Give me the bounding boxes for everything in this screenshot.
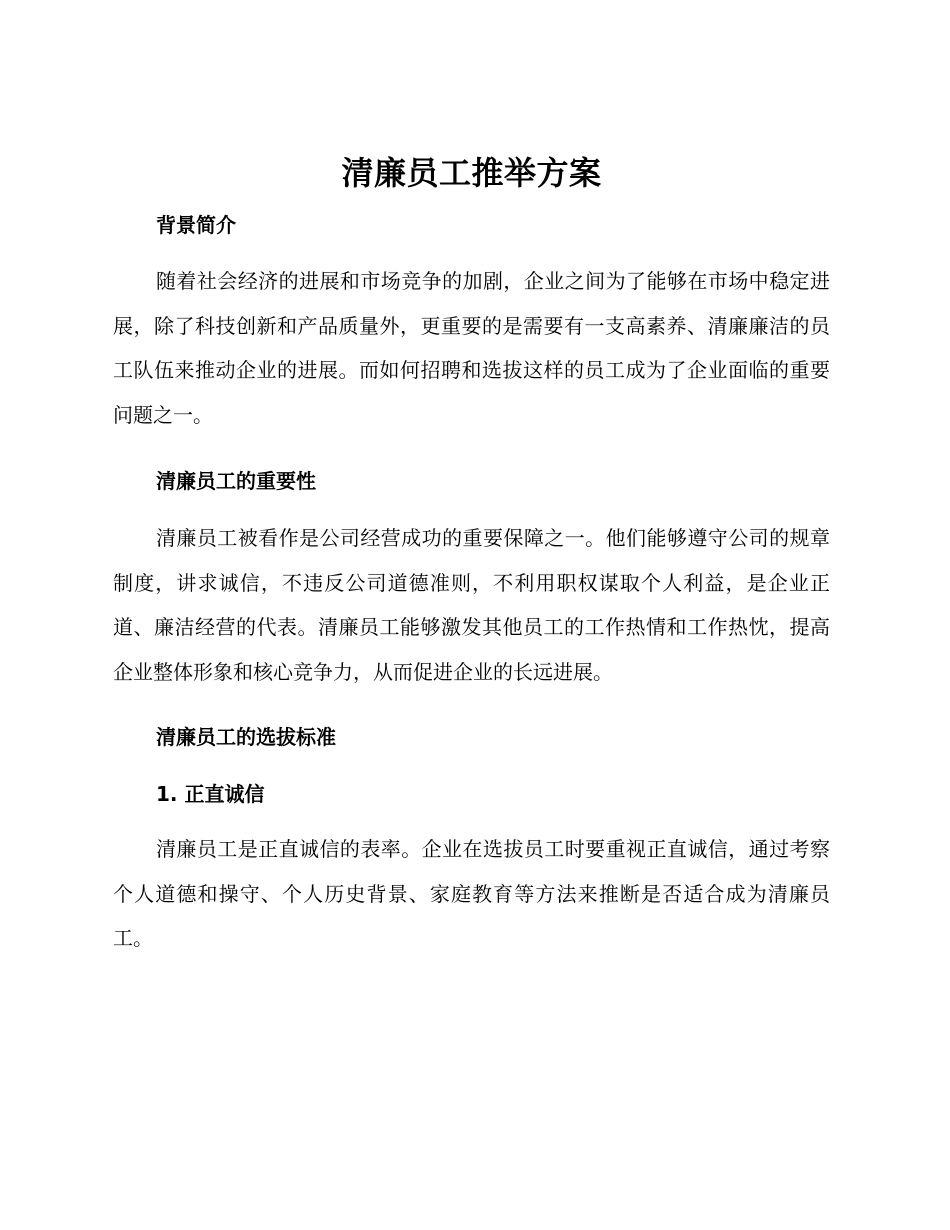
- section-heading-selection-criteria: 清廉员工的选拔标准: [156, 725, 336, 749]
- section-heading-background: 背景简介: [156, 213, 236, 237]
- paragraph-background: 随着社会经济的进展和市场竞争的加剧，企业之间为了能够在市场中稳定进展，除了科技创新和产品质量外，更重要的是需要有一支高素养、清廉廉洁的员工队伍来推动企业的进展。而如何招聘和选拔这样的员工成为了企业面临的重要问题之一。: [113, 269, 830, 427]
- document-body: [113, 148, 830, 961]
- subheading-integrity: 1. 正直诚信: [156, 782, 265, 806]
- paragraph-integrity: 清廉员工是正直诚信的表率。企业在选拔员工时要重视正直诚信，通过考察个人道德和操守、个人历史背景、家庭教育等方法来推断是否适合成为清廉员工。: [113, 837, 830, 950]
- paragraph-importance: 清廉员工被看作是公司经营成功的重要保障之一。他们能够遵守公司的规章制度，讲求诚信，不违反公司道德准则，不利用职权谋取个人利益，是企业正道、廉洁经营的代表。清廉员工能够激发其他员工的工作热情和工作热忱，提高企业整体形象和核心竞争力，从而促进企业的长远进展。: [113, 526, 830, 684]
- section-heading-importance: 清廉员工的重要性: [156, 469, 316, 493]
- document-title: 清廉员工推举方案: [341, 154, 602, 192]
